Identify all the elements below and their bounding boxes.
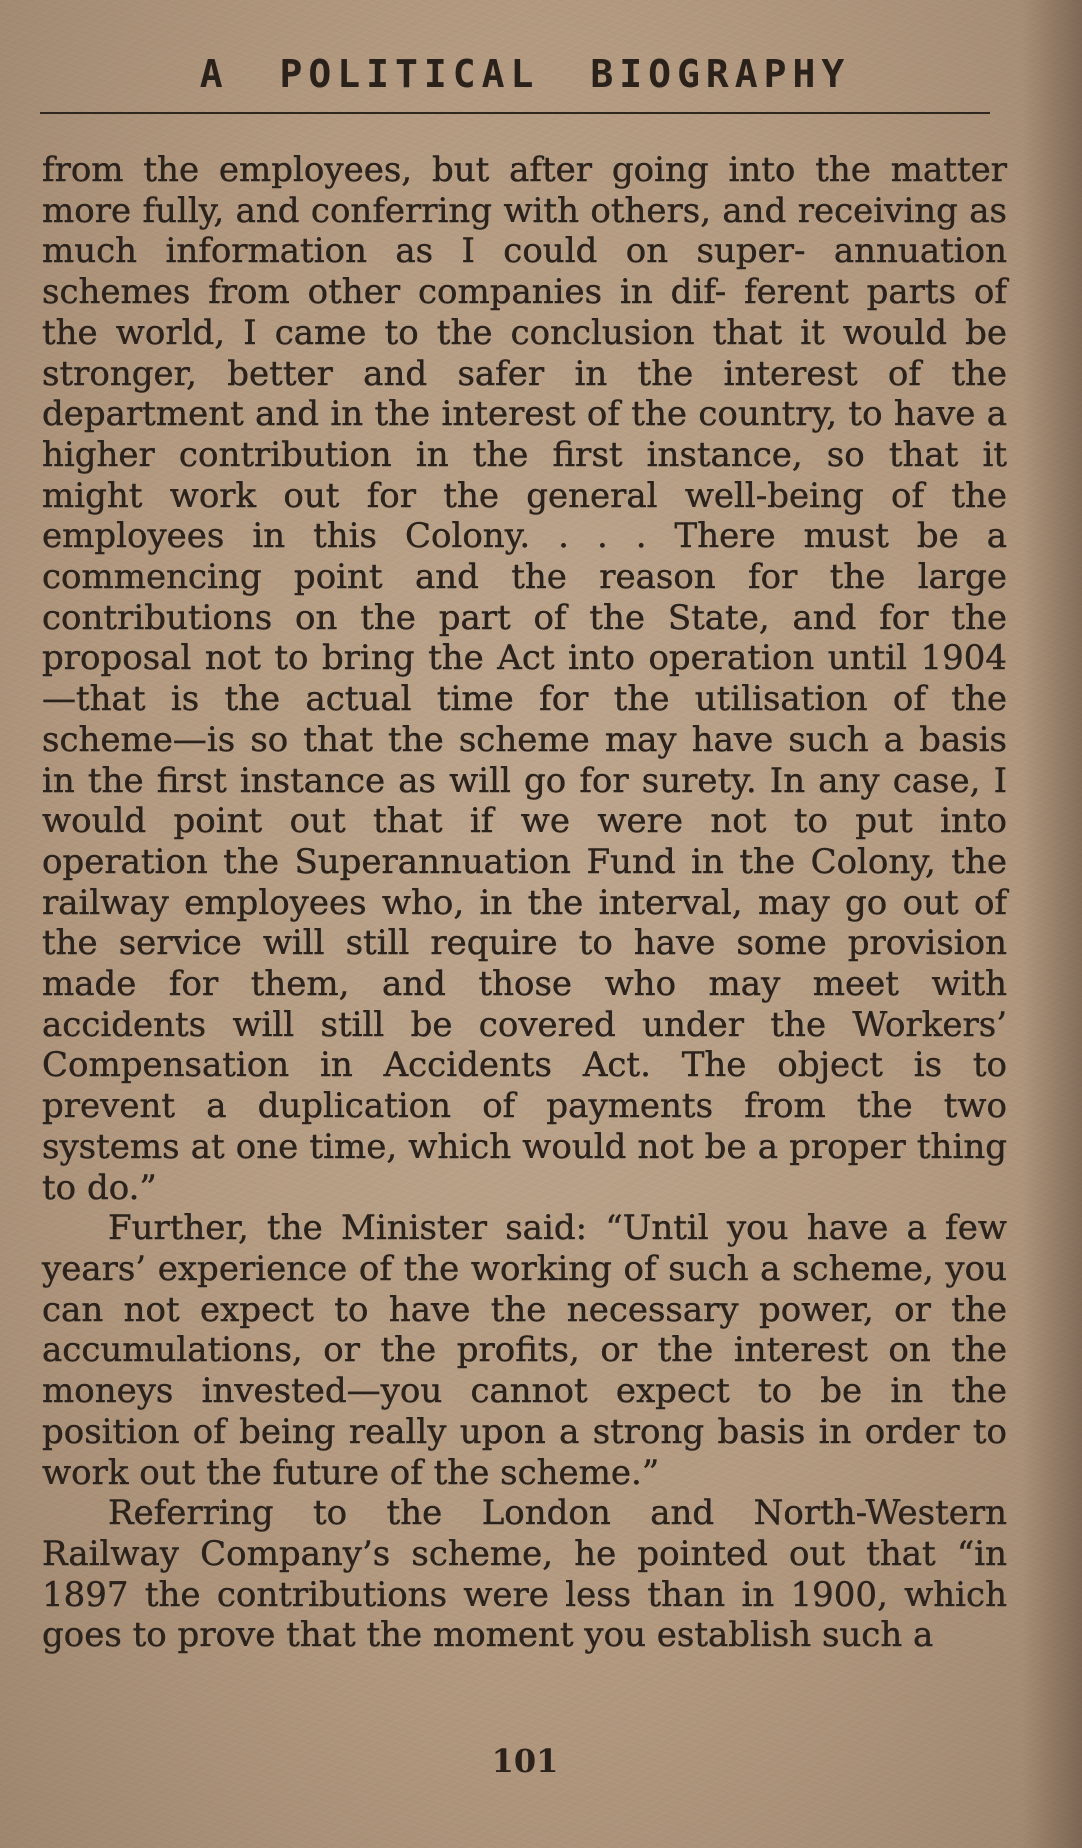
page-edge-shadow — [1022, 0, 1082, 1848]
body-text — [42, 150, 1007, 1656]
paragraph-london-north-western: Referring to the London and North-Western Railway Company’s scheme, he pointed out that “in 1897 the contributions were less than in 1900, which goes to prove that the moment you establish such a — [42, 1493, 1007, 1656]
paragraph-minister-said: Further, the Minister said: “Until you have a few years’ experience of the working of such a scheme, you can not expect to have the necessary power, or the accumulations, or the profits, or the interest on the moneys invested—you cannot expect to be in the position of being really upon a strong basis in order to work out the future of the scheme.” — [42, 1208, 1007, 1493]
page-number: 101 — [491, 1742, 559, 1780]
header-rule — [40, 112, 990, 114]
paragraph-continued-quote: from the employees, but after going into the matter more fully, and conferring with others, and receiving as much information as I could on super- annuation schemes from other companies in dif- ferent parts of the world, I came to the conclusion that it would be stronger, better and safer in the interest of the department and in the interest of the country, to have a higher contribution in the first instance, so that it might work out for the general well-being of the employees in this Colony. . . . There must be a commencing point and the reason for the large contributions on the part of the State, and for the proposal not to bring the Act into operation until 1904—that is the actual time for the utilisation of the scheme—is so that the scheme may have such a basis in the first instance as will go for surety. In any case, I would point out that if we were not to put into operation the Superannuation Fund in the Colony, the railway employees who, in the interval, may go out of the service will still require to have some provision made for them, and those who may meet with accidents will still be covered under the Workers’ Compensation in Accidents Act. The object is to prevent a duplication of payments from the two systems at one time, which would not be a proper thing to do.” — [42, 150, 1007, 1208]
running-head: A POLITICAL BIOGRAPHY — [199, 52, 851, 96]
